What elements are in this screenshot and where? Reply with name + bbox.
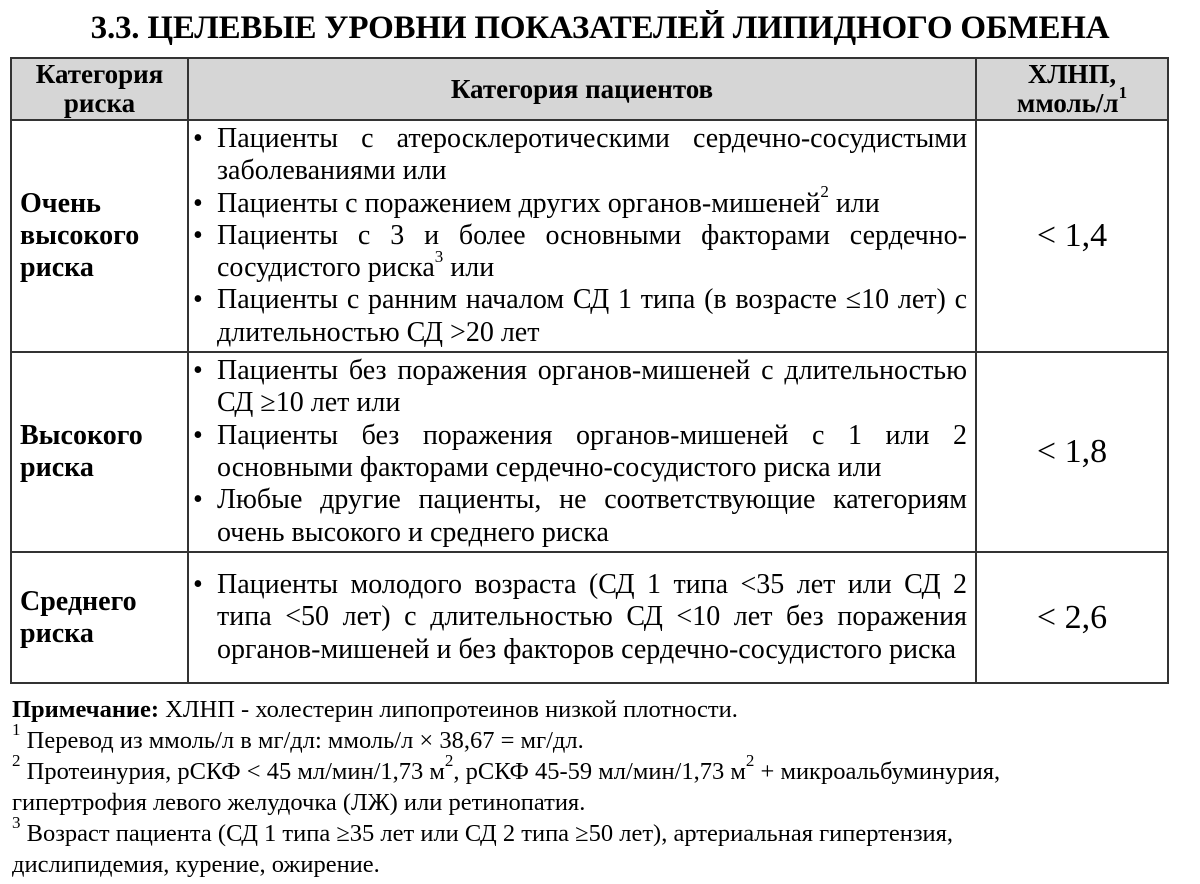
- lipid-targets-table: [10, 57, 1169, 684]
- category-line: высокого: [20, 220, 140, 251]
- table-row-very-high-risk: [11, 120, 1168, 352]
- footnote-number: 2: [12, 750, 21, 770]
- footnote-text: Возраст пациента (СД 1 типа ≥35 лет или СД 2 типа ≥50 лет), артериальная гипертензия,: [20, 820, 954, 847]
- list-item: [189, 420, 967, 485]
- list-item: [189, 182, 967, 220]
- criterion-text: Пациенты с поражением других органов-мишеней: [217, 187, 821, 219]
- category-line: Очень: [20, 188, 101, 219]
- footnote-2: [12, 750, 1192, 787]
- header-ldl-footnote-ref: 1: [1118, 83, 1128, 102]
- header-ldl-line1: ХЛНП,: [1027, 59, 1117, 89]
- note-label: Примечание:: [12, 696, 160, 723]
- header-risk-category-line2: риска: [63, 88, 136, 118]
- note-abbreviation: [12, 694, 1192, 725]
- note-text: ХЛНП - холестерин липопротеинов низкой плотности.: [159, 696, 738, 723]
- footnote-ref: 3: [434, 246, 444, 266]
- patient-category-cell: [188, 552, 976, 683]
- footnote-text: Протеинурия, рСКФ < 45 мл/мин/1,73 м: [20, 758, 445, 785]
- footnote-3: [12, 812, 1192, 849]
- footnote-1: [12, 719, 1192, 756]
- header-ldl-line2: [977, 83, 1167, 118]
- category-line: риска: [20, 452, 94, 483]
- category-line: Высокого: [20, 420, 143, 451]
- criterion-tail: или: [443, 252, 495, 284]
- ldl-target-value: < 1,8: [976, 352, 1168, 552]
- criterion-text: Пациенты с ранним началом СД 1 типа (в возрасте ≤10 лет) с длительностью СД >20 лет: [217, 284, 967, 348]
- list-item: [189, 123, 967, 188]
- footnote-text: + микроальбуминурия,: [754, 758, 1001, 785]
- table-row-high-risk: [11, 352, 1168, 552]
- header-ldl-target: [976, 58, 1168, 120]
- ldl-target-value: < 2,6: [976, 552, 1168, 683]
- list-item: [189, 484, 967, 549]
- risk-category-cell: [11, 552, 188, 683]
- ldl-target-value: < 1,4: [976, 120, 1168, 352]
- criterion-text: Любые другие пациенты, не соответствующие категориям очень высокого и среднего риска: [217, 484, 967, 548]
- footnote-number: 3: [12, 812, 21, 832]
- criterion-text: Пациенты с 3 и более основными факторами сердечно-сосудистого риска: [217, 219, 967, 284]
- footnote-ref: 2: [820, 182, 829, 202]
- patient-criteria-list: [189, 569, 975, 666]
- criterion-tail: или: [828, 187, 880, 219]
- criterion-text: Пациенты молодого возраста (СД 1 типа <35 лет или СД 2 типа <50 лет) с длительностью СД <10 лет без поражения органов-мишеней и без факторов сердечно-сосудистого риска: [217, 569, 967, 665]
- list-item: [189, 569, 967, 666]
- superscript: 2: [444, 750, 454, 770]
- risk-category-cell: [11, 120, 188, 352]
- criterion-text: Пациенты с атеросклеротическими сердечно-сосудистыми заболеваниями или: [217, 122, 967, 187]
- criterion-text: Пациенты без поражения органов-мишеней с длительностью СД ≥10 лет или: [217, 355, 967, 419]
- list-item: [189, 284, 967, 349]
- criterion-text: Пациенты без поражения органов-мишеней с 1 или 2 основными факторами сердечно-сосудистого риска или: [217, 419, 967, 483]
- patient-criteria-list: [189, 123, 975, 349]
- category-line: риска: [20, 617, 94, 649]
- list-item: [189, 220, 967, 285]
- page-title: 3.3. ЦЕЛЕВЫЕ УРОВНИ ПОКАЗАТЕЛЕЙ ЛИПИДНОГО ОБМЕНА: [90, 10, 1110, 46]
- header-patient-category: Категория пациентов: [188, 58, 976, 120]
- footnotes: [12, 694, 1192, 880]
- category-line: Среднего: [20, 585, 137, 617]
- footnote-3-continuation: дислипидемия, курение, ожирение.: [12, 851, 380, 878]
- category-line: риска: [20, 252, 94, 283]
- risk-category-cell: [11, 352, 188, 552]
- patient-criteria-list: [189, 355, 975, 549]
- header-risk-category: [11, 58, 188, 120]
- superscript: 2: [745, 750, 755, 770]
- patient-category-cell: [188, 120, 976, 352]
- footnote-text: Перевод из ммоль/л в мг/дл: ммоль/л × 38,67 = мг/дл.: [20, 727, 584, 754]
- list-item: [189, 355, 967, 420]
- footnote-text: , рСКФ 45-59 мл/мин/1,73 м: [453, 758, 746, 785]
- table-header-row: [11, 58, 1168, 120]
- header-ldl-unit: ммоль/л: [1016, 88, 1119, 118]
- footnote-2-continuation: гипертрофия левого желудочка (ЛЖ) или ретинопатия.: [12, 789, 586, 816]
- table-row-moderate-risk: [11, 552, 1168, 683]
- patient-category-cell: [188, 352, 976, 552]
- footnote-number: 1: [12, 719, 21, 739]
- header-risk-category-line1: Категория: [35, 59, 164, 89]
